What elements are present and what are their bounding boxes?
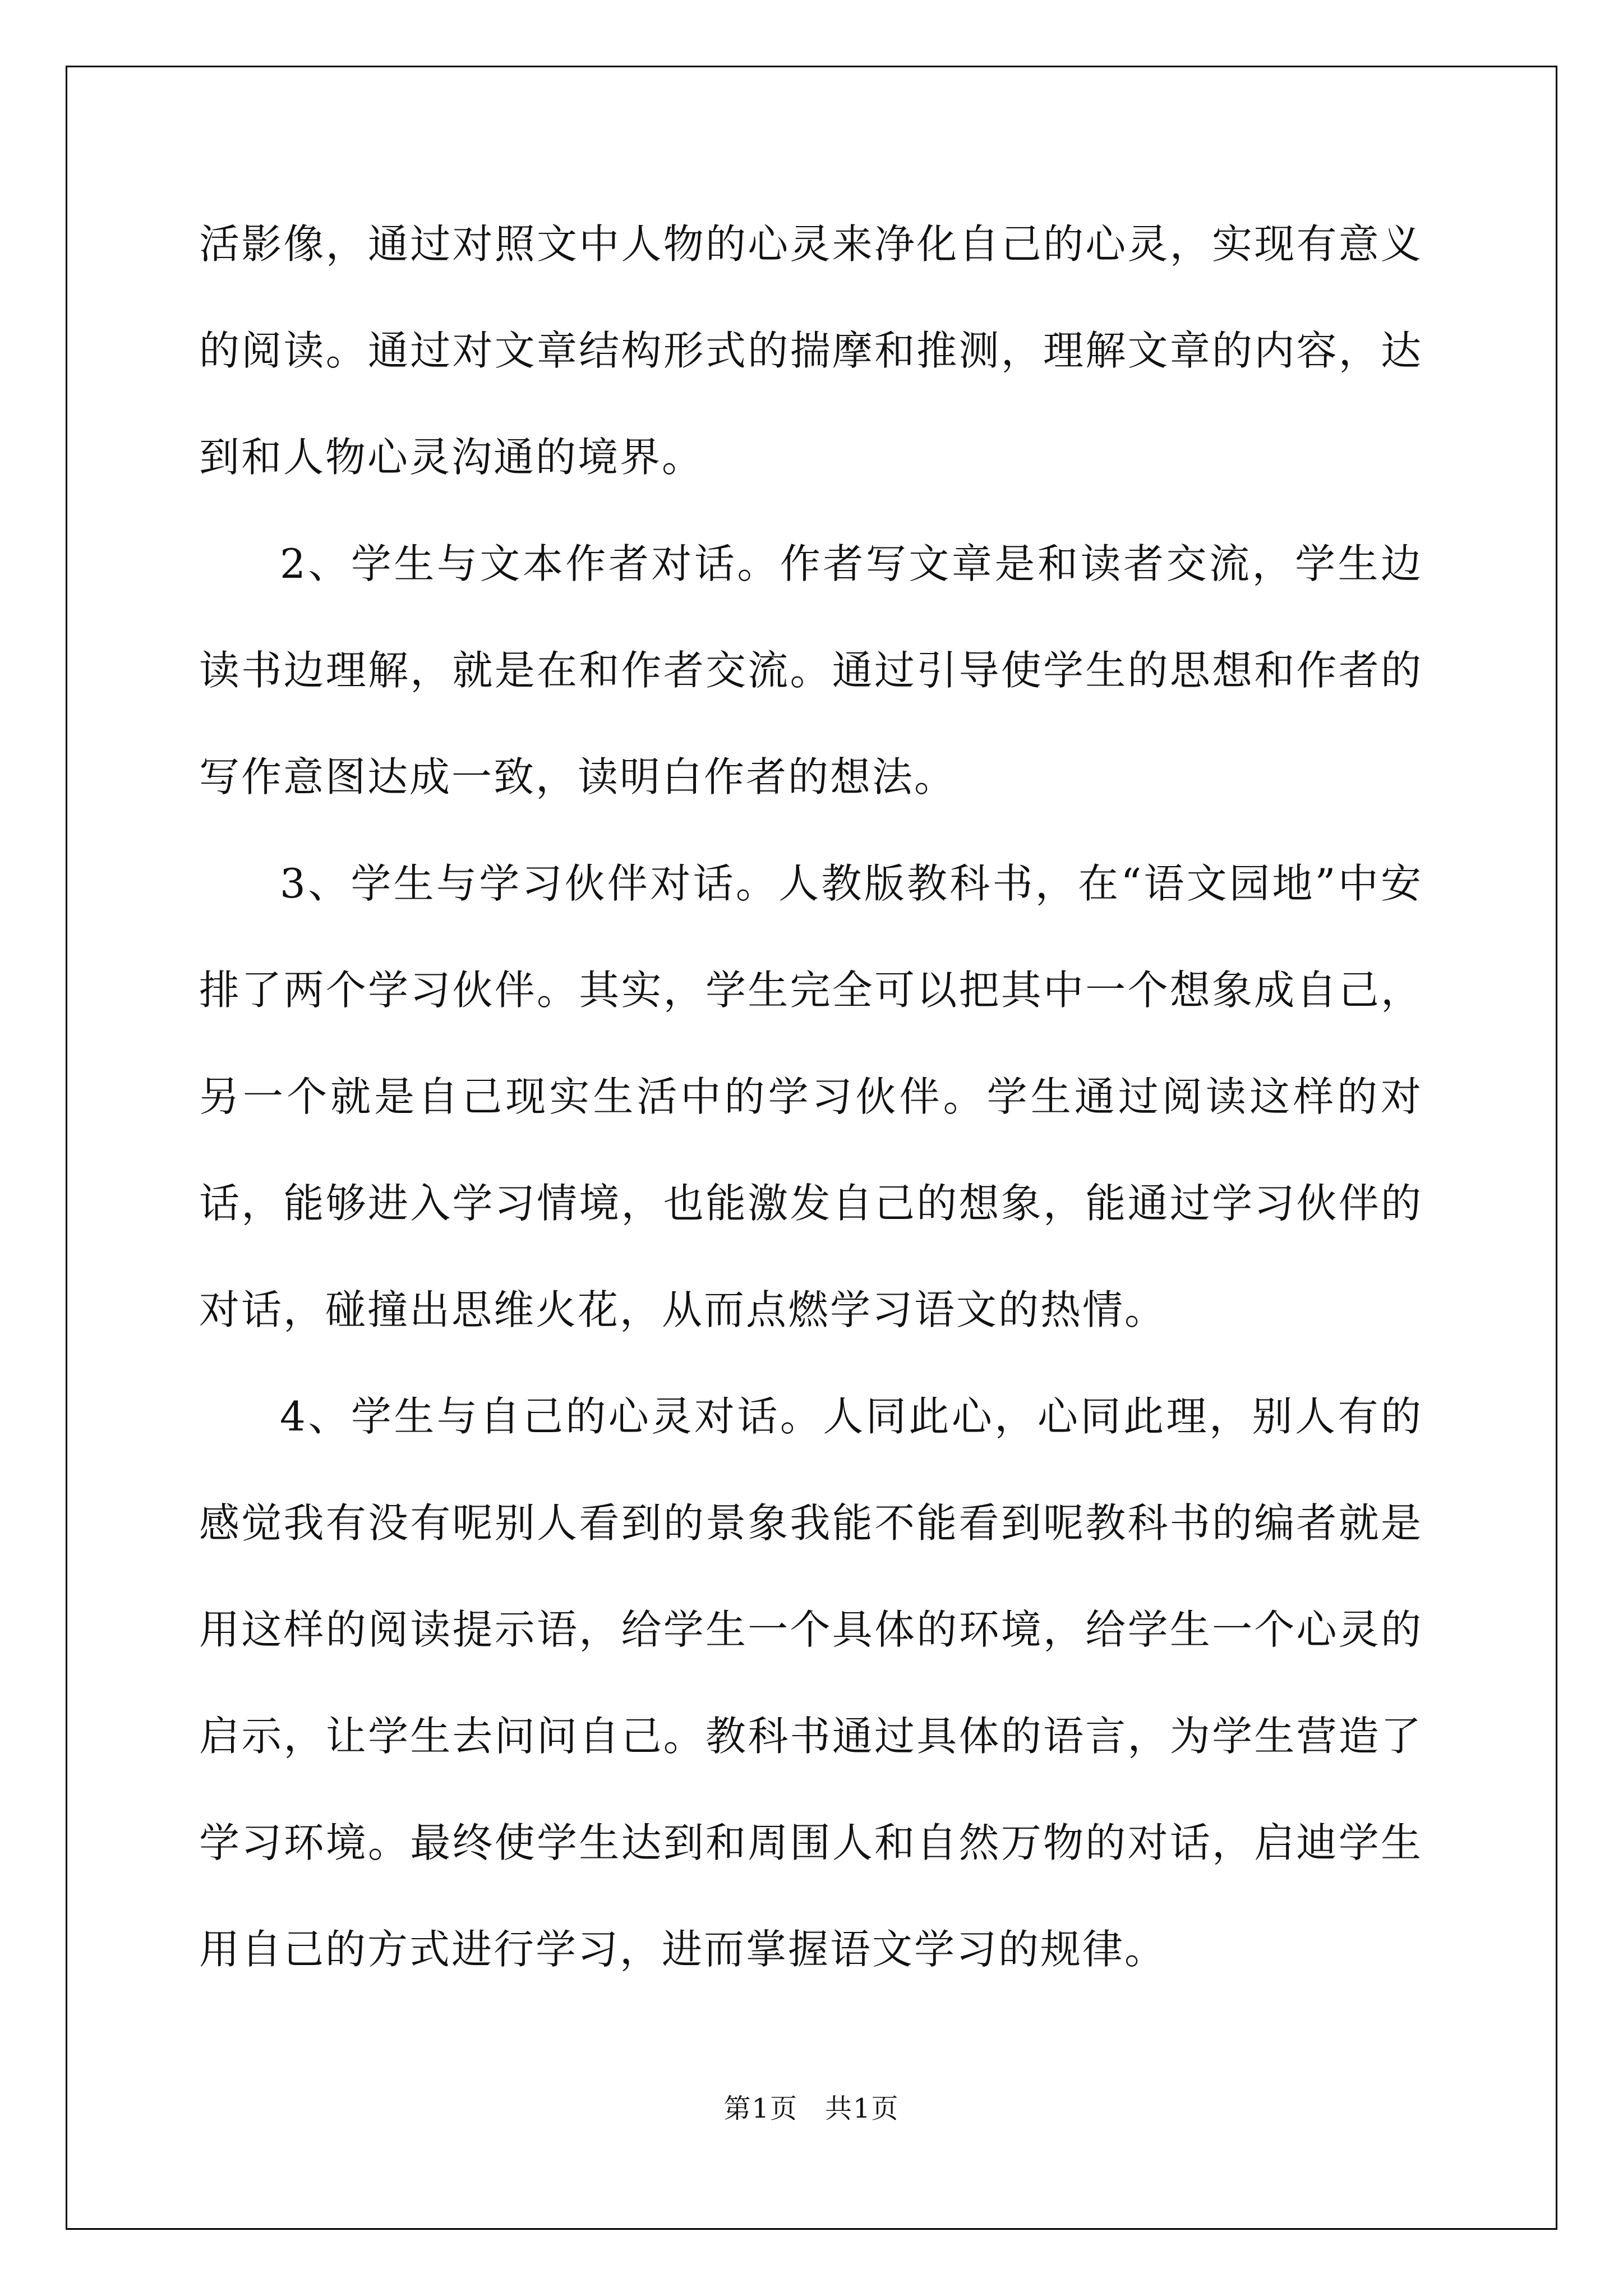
- document-body: [199, 191, 1423, 2003]
- page-number: 第1页: [723, 2093, 798, 2124]
- paragraph-3: 3、学生与学习伙伴对话。人教版教科书，在“语文园地”中安排了两个学习伙伴。其实，学生完全可以把其中一个想象成自己，另一个就是自己现实生活中的学习伙伴。学生通过阅读这样的对话，能够进入学习情境，也能激发自己的想象，能通过学习伙伴的对话，碰撞出思维火花，从而点燃学习语文的热情。: [199, 860, 1423, 1333]
- page-total: 共1页: [825, 2093, 900, 2124]
- paragraph-2: 2、学生与文本作者对话。作者写文章是和读者交流，学生边读书边理解，就是在和作者交流。通过引导使学生的思想和作者的写作意图达成一致，读明白作者的想法。: [199, 540, 1423, 800]
- page-footer: [0, 2087, 1623, 2125]
- paragraph-4: 4、学生与自己的心灵对话。人同此心，心同此理，别人有的感觉我有没有呢别人看到的景象我能不能看到呢教科书的编者就是用这样的阅读提示语，给学生一个具体的环境，给学生一个心灵的启示，让学生去问问自己。教科书通过具体的语言，为学生营造了学习环境。最终使学生达到和周围人和自然万物的对话，启迪学生用自己的方式进行学习，进而掌握语文学习的规律。: [199, 1393, 1423, 1973]
- paragraph-1: 活影像，通过对照文中人物的心灵来净化自己的心灵，实现有意义的阅读。通过对文章结构形式的揣摩和推测，理解文章的内容，达到和人物心灵沟通的境界。: [199, 220, 1423, 481]
